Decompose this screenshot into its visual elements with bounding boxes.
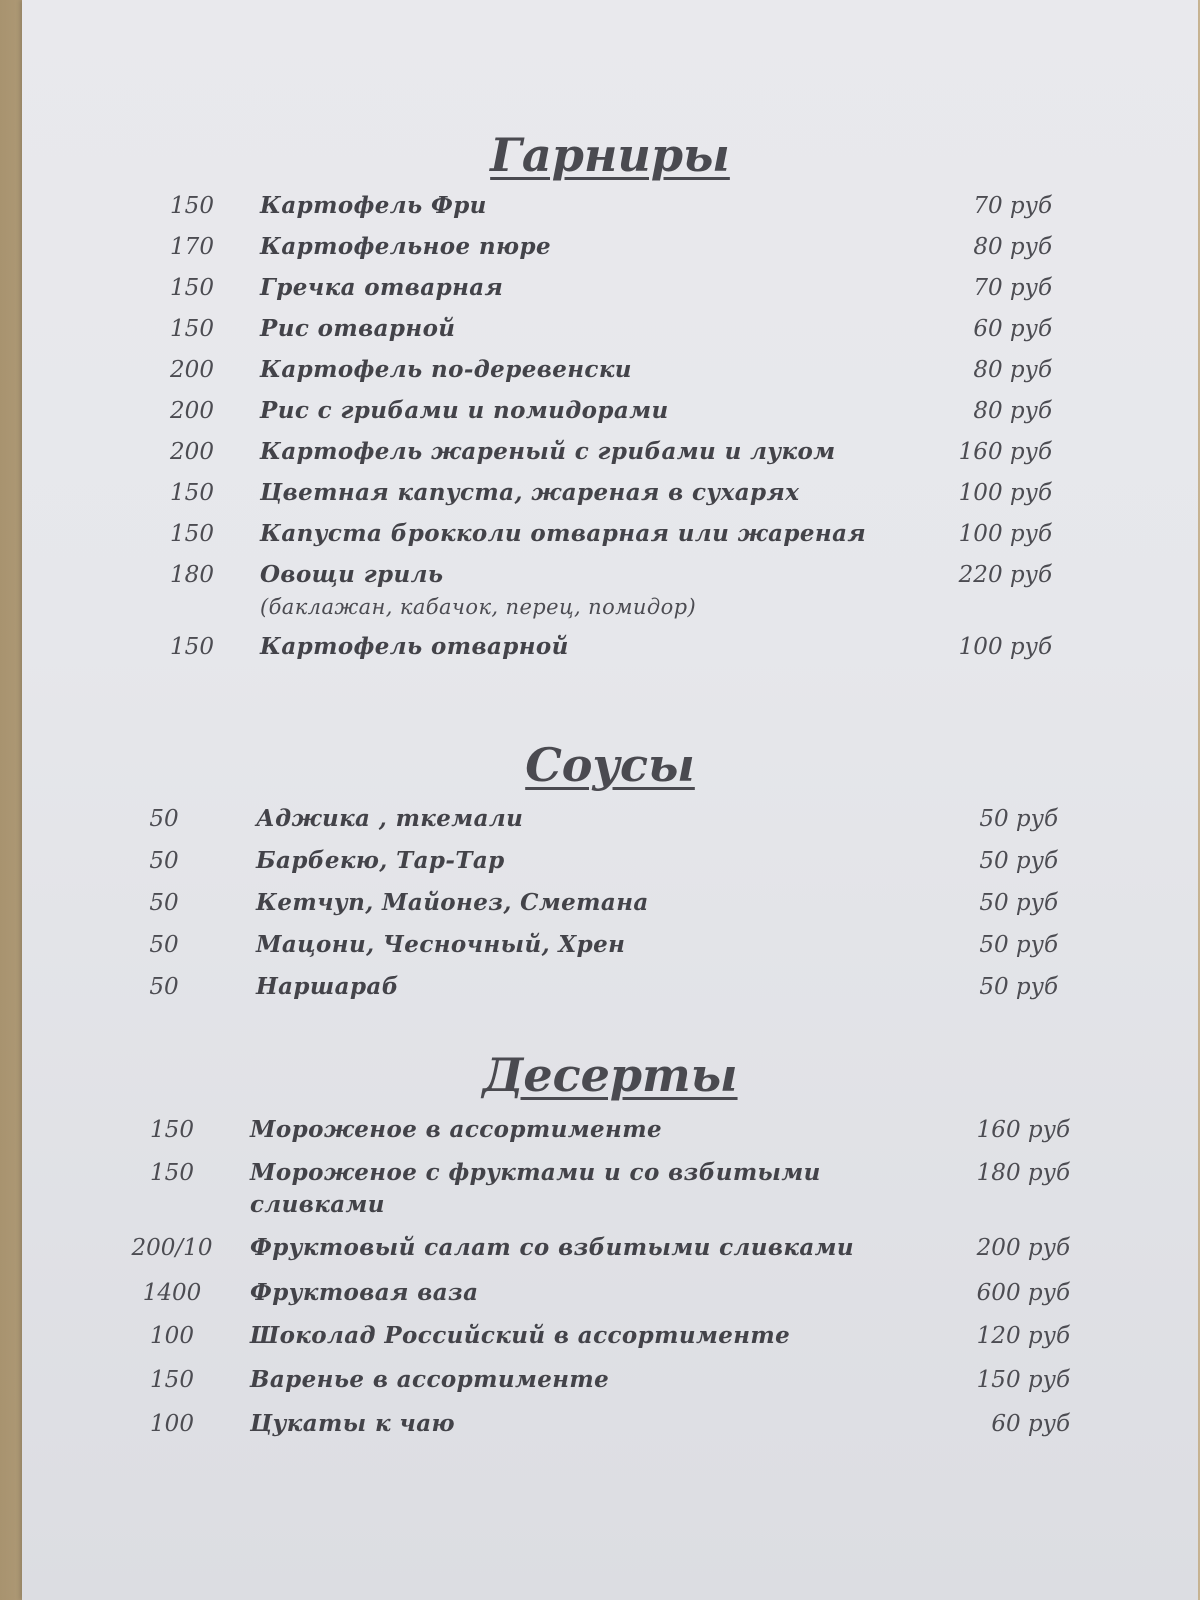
item-name: Фруктовая ваза	[250, 1279, 479, 1306]
item-weight: 150	[170, 316, 214, 342]
item-weight: 200	[170, 439, 214, 465]
item-name: Капуста брокколи отварная или жареная	[260, 520, 867, 547]
item-weight: 50	[149, 890, 179, 916]
item-name: Шоколад Российский в ассортименте	[250, 1322, 791, 1349]
item-weight: 150	[170, 275, 214, 301]
item-name: Гречка отварная	[260, 274, 504, 301]
item-price: 160 руб	[958, 439, 1052, 465]
item-name: Фруктовый салат со взбитыми сливками	[250, 1234, 855, 1261]
item-weight: 150	[150, 1160, 194, 1186]
item-weight: 150	[150, 1367, 194, 1393]
item-name: Картофель отварной	[260, 633, 569, 660]
section-title-garnishes: Гарниры	[490, 128, 730, 182]
item-name-text: Овощи гриль	[260, 561, 444, 588]
item-price: 120 руб	[976, 1323, 1070, 1349]
item-name: Кетчуп, Майонез, Сметана	[256, 889, 649, 916]
item-weight: 200	[170, 398, 214, 424]
item-weight: 50	[149, 806, 179, 832]
item-price: 180 руб	[976, 1160, 1070, 1186]
item-weight: 150	[170, 193, 214, 219]
item-note: (баклажан, кабачок, перец, помидор)	[260, 595, 697, 619]
item-price: 80 руб	[973, 398, 1052, 424]
item-price: 70 руб	[973, 193, 1052, 219]
item-price: 220 руб	[958, 562, 1052, 588]
item-weight: 170	[170, 234, 214, 260]
item-name	[260, 559, 696, 623]
item-weight: 1400	[142, 1280, 202, 1306]
item-weight: 100	[150, 1411, 194, 1437]
item-name: Цветная капуста, жареная в сухарях	[260, 479, 800, 506]
item-price: 50 руб	[979, 806, 1058, 832]
item-price: 60 руб	[973, 316, 1052, 342]
item-price: 150 руб	[976, 1367, 1070, 1393]
item-weight: 100	[150, 1323, 194, 1349]
item-weight: 150	[170, 634, 214, 660]
item-weight: 50	[149, 848, 179, 874]
item-name: Наршараб	[256, 973, 399, 1000]
item-price: 50 руб	[979, 890, 1058, 916]
item-price: 600 руб	[976, 1280, 1070, 1306]
item-name: Картофель Фри	[260, 192, 487, 219]
item-name-continuation: сливками	[250, 1191, 385, 1218]
item-weight: 50	[149, 932, 179, 958]
item-name: Рис с грибами и помидорами	[260, 397, 669, 424]
item-price: 60 руб	[991, 1411, 1070, 1437]
item-price: 100 руб	[958, 480, 1052, 506]
item-price: 160 руб	[976, 1117, 1070, 1143]
item-price: 100 руб	[958, 634, 1052, 660]
item-name: Картофель жареный с грибами и луком	[260, 438, 836, 465]
item-weight: 150	[170, 521, 214, 547]
item-price: 100 руб	[958, 521, 1052, 547]
item-price: 50 руб	[979, 974, 1058, 1000]
item-name: Аджика , ткемали	[256, 805, 524, 832]
item-name: Цукаты к чаю	[250, 1410, 455, 1437]
item-weight: 150	[150, 1117, 194, 1143]
item-weight: 180	[170, 562, 214, 588]
item-price: 200 руб	[976, 1235, 1070, 1261]
item-name: Картофель по-деревенски	[260, 356, 632, 383]
item-name-text: Мороженое с фруктами и со взбитыми	[250, 1159, 821, 1186]
item-price: 80 руб	[973, 234, 1052, 260]
item-weight: 200	[170, 357, 214, 383]
item-weight: 150	[170, 480, 214, 506]
item-name: Барбекю, Тар-Тар	[256, 847, 505, 874]
item-name: Картофельное пюре	[260, 233, 551, 260]
section-title-sauces: Соусы	[525, 738, 695, 792]
item-name	[250, 1157, 821, 1221]
item-price: 50 руб	[979, 932, 1058, 958]
item-weight: 50	[149, 974, 179, 1000]
item-name: Рис отварной	[260, 315, 456, 342]
item-price: 80 руб	[973, 357, 1052, 383]
item-weight: 200/10	[131, 1235, 213, 1261]
section-title-desserts: Десерты	[482, 1048, 738, 1102]
item-name: Варенье в ассортименте	[250, 1366, 610, 1393]
item-price: 70 руб	[973, 275, 1052, 301]
item-price: 50 руб	[979, 848, 1058, 874]
item-name: Мацони, Чесночный, Хрен	[256, 931, 626, 958]
menu-sheet	[22, 0, 1198, 1600]
item-name: Мороженое в ассортименте	[250, 1116, 662, 1143]
